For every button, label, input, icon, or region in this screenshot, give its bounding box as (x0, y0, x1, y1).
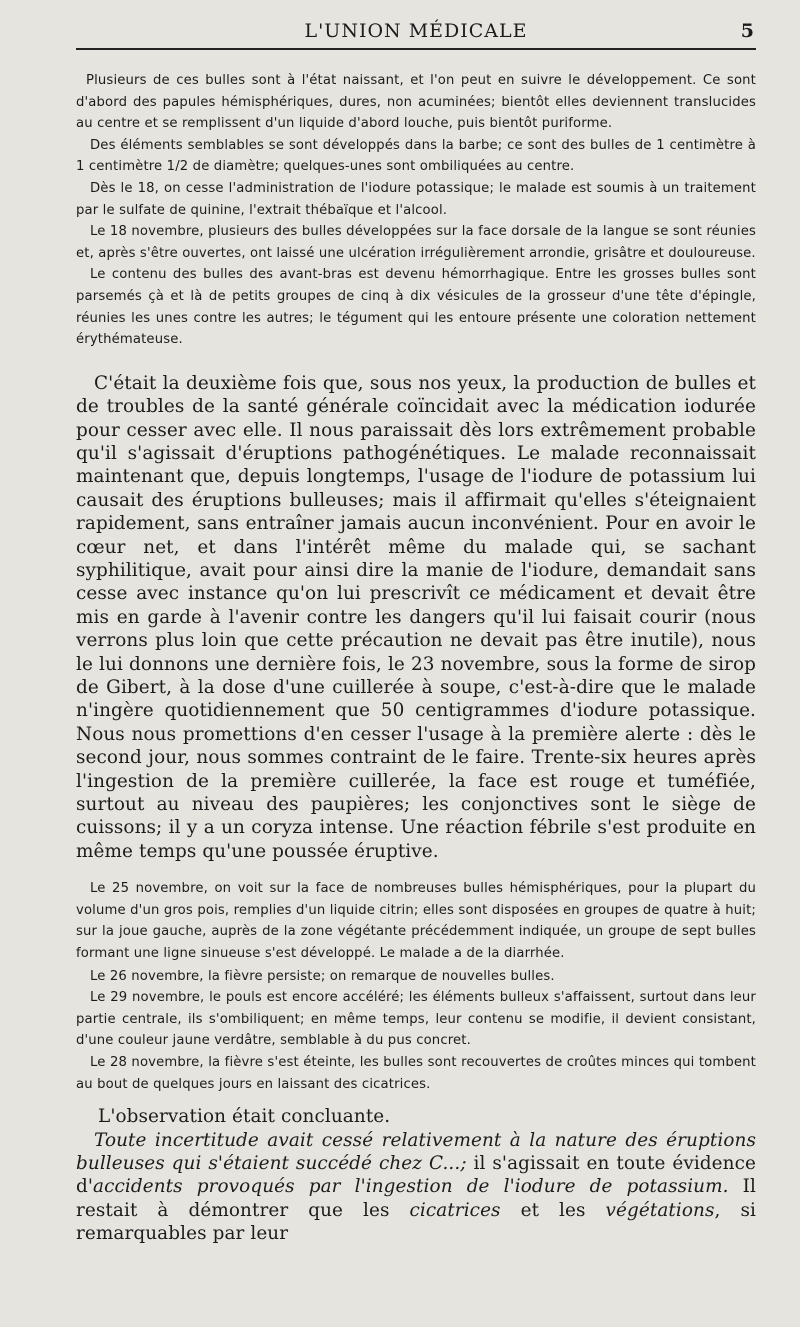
obs-paragraph: Dès le 18, on cesse l'administration de l'iodure potassique; le malade est soumis à un traitement par le sulfate de quinine, l'extrait thébaïque et l'alcool. (76, 180, 756, 218)
obs-paragraph: Le 25 novembre, on voit sur la face de nombreuses bulles hémisphériques, pour la plupart du volume d'un gros pois, remplies d'un liquide citrin; elles sont disposées en groupes de quatre à huit; sur la joue gauche, auprès de la zone végétante précédemment indiquée, un groupe de sept bulles formant une ligne sinueuse s'est développé. Le malade a de la diarrhée. (76, 881, 756, 962)
conclusion-text-1: il s'agissait en toute évidence d' (76, 1153, 756, 1198)
conclusion-italic-2: accidents provoqués par l'ingestion de l'iodure de potassium. (93, 1176, 729, 1198)
obs-paragraph: Des éléments semblables se sont développés dans la barbe; ce sont des bulles de 1 centimètre à 1 centimètre 1/2 de diamètre; quelques-unes sont ombiliquées au centre. (76, 137, 756, 175)
running-title: L'UNION MÉDICALE (304, 20, 528, 42)
obs-paragraph: Le contenu des bulles des avant-bras est devenu hémorrhagique. Entre les grosses bulles sont parsemés çà et là de petits groupes de cinq à dix vésicules de la grosseur d'une tête d'épingle, réunies les unes contre les autres; le tégument qui les entoure présente une coloration nettement érythémateuse. (76, 267, 756, 348)
obs-paragraph: Le 18 novembre, plusieurs des bulles développées sur la face dorsale de la langue se sont réunies et, après s'être ouvertes, ont laissé une ulcération irrégulièrement arrondie, grisâtre et douloureuse. (76, 224, 756, 261)
observation-block-1 (76, 70, 756, 351)
page-header (76, 14, 756, 50)
obs-paragraph: Le 29 novembre, le pouls est encore accéléré; les éléments bulleux s'affaissent, surtout dans leur partie centrale, ils s'ombiliquent; en même temps, leur contenu se modifie, il devient consistant, d'une couleur jaune verdâtre, semblable à du pus concret. (76, 990, 756, 1049)
conclusion-paragraph (76, 1129, 756, 1246)
conclusion-italic-3: cicatrices (409, 1199, 501, 1221)
obs-paragraph: Le 28 novembre, la fièvre s'est éteinte, les bulles sont recouvertes de croûtes minces qui tombent au bout de quelques jours en laissant des cicatrices. (76, 1055, 756, 1092)
conclusion-italic-1: Toute incertitude avait cessé relativement à la nature des éruptions bulleuses qui s'étaient succédé chez C...; (76, 1129, 756, 1174)
page-number: 5 (740, 20, 754, 42)
obs-paragraph: Plusieurs de ces bulles sont à l'état naissant, et l'on peut en suivre le développement. Ce sont d'abord des papules hémisphériques, dures, non acuminées; bientôt elles deviennent translucides au centre et se remplissent d'un liquide d'abord louche, puis bientôt puriforme. (76, 73, 756, 132)
conclusion-text-3: et les (500, 1199, 606, 1221)
conclusion-italic-4: végétations (605, 1199, 715, 1221)
conclusion-text-4: , si remarquables par leur (76, 1199, 756, 1245)
conclusion-lead: L'observation était concluante. (98, 1106, 391, 1128)
conclusion-text-2: Il restait à démontrer que les (76, 1176, 756, 1221)
main-paragraph: C'était la deuxième fois que, sous nos yeux, la production de bulles et de troubles de la santé générale coïncidait avec la médication iodurée pour cesser avec elle. Il nous paraissait dès lors extrêmement probable qu'il s'agissait d'éruptions pathogénétiques. Le malade reconnaissait maintenant que, depuis longtemps, l'usage de l'iodure de potassium lui causait des éruptions bulleuses; mais il affirmait qu'elles s'éteignaient rapidement, sans entraîner jamais aucun inconvénient. Pour en avoir le cœur net, et dans l'intérêt même du malade qui, se sachant syphilitique, avait pour ainsi dire la manie de l'iodure, demandait sans cesse avec instance qu'on lui prescrivît ce médicament et devait être mis en garde à l'avenir contre les dangers qu'il lui faisait courir (nous verrons plus loin que cette précaution ne devait pas être inutile), nous le lui donnons une dernière fois, le 23 novembre, sous la forme de sirop de Gibert, à la dose d'une cuillerée à soupe, c'est-à-dire que le malade n'ingère quotidiennement que 50 centigrammes d'iodure potassique. Nous nous promettions d'en cesser l'usage à la première alerte : dès le second jour, nous sommes contraint de le faire. Trente-six heures après l'ingestion de la première cuillerée, la face est rouge et tuméfiée, surtout au niveau des paupières; les conjonctives sont le siège de cuissons; il y a un coryza intense. Une réaction fébrile s'est produite en même temps qu'une poussée éruptive. (76, 372, 756, 862)
observation-block-2 (76, 878, 756, 1095)
obs-paragraph: Le 26 novembre, la fièvre persiste; on remarque de nouvelles bulles. (90, 968, 555, 984)
